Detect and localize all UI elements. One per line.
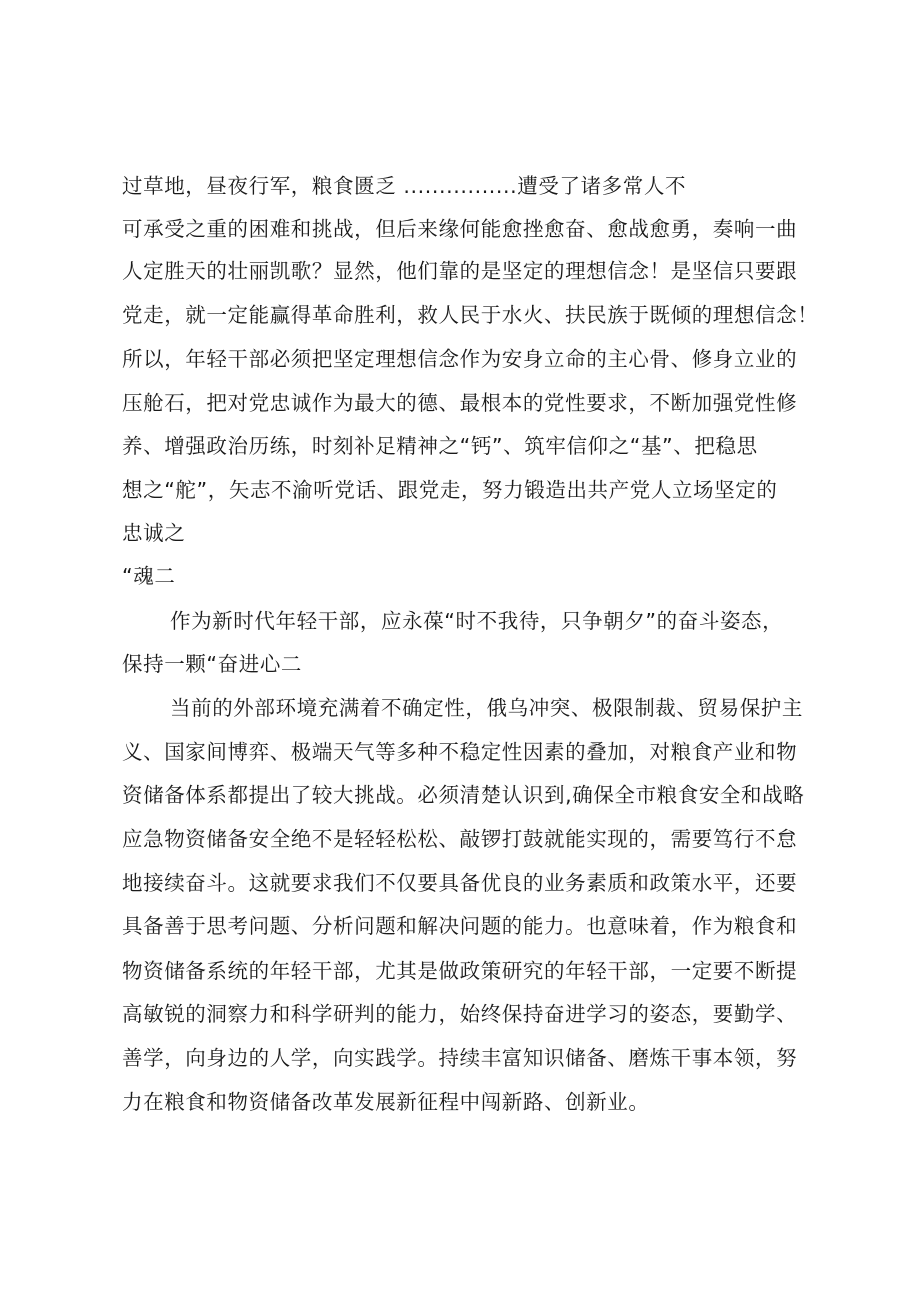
text-line-3: 人定胜天的壮丽凯歌？显然，他们靠的是坚定的理想信念！是坚信只要跟	[122, 259, 798, 283]
text-line-20: 高敏锐的洞察力和科学研判的能力，始终保持奋进学习的姿态，要勤学、	[122, 1002, 798, 1026]
text-line-16: 应急物资储备安全绝不是轻轻松松、敲锣打鼓就能实现的，需要笃行不怠	[122, 827, 798, 851]
text-line-7: 养、增强政治历练，时刻补足精神之“钙”、筑牢信仰之“基”、把稳思	[122, 434, 758, 458]
text-line-5: 所以，年轻干部必须把坚定理想信念作为安身立命的主心骨、修身立业的	[122, 347, 798, 371]
text-line-9: 忠诚之	[122, 521, 186, 545]
text-line-19: 物资储备系统的年轻干部，尤其是做政策研究的年轻干部，一定要不断提	[122, 959, 798, 983]
paragraph-start-line: 作为新时代年轻干部，应永葆“时不我待，只争朝夕”的奋斗姿态，	[170, 609, 784, 633]
text-line-4: 党走，就一定能赢得革命胜利，救人民于水火、扶民族于既倾的理想信念！	[122, 303, 819, 327]
text-line-15: 资储备体系都提出了较大挑战。必须清楚认识到,确保全市粮食安全和战略	[122, 783, 805, 807]
text-line-21: 善学，向身边的人学，向实践学。持续丰富知识储备、磨炼干事本领，努	[122, 1046, 798, 1070]
text-line-1: 过草地，昼夜行军，粮食匮乏 ................遭受了诸多常人不	[122, 174, 687, 198]
text-line-17: 地接续奋斗。这就要求我们不仅要具备优良的业务素质和政策水平，还要	[122, 871, 798, 895]
text-line-12: 保持一颗“奋进心二	[122, 652, 303, 676]
text-line-6: 压舱石，把对党忠诚作为最大的德、最根本的党性要求，不断加强党性修	[122, 391, 798, 415]
text-line-14: 义、国家间博弈、极端天气等多种不稳定性因素的叠加，对粮食产业和物	[122, 740, 798, 764]
text-line-22: 力在粮食和物资储备改革发展新征程中闯新路、创新业。	[122, 1090, 650, 1114]
text-line-10: “魂二	[122, 564, 176, 588]
text-line-18: 具备善于思考问题、分析问题和解决问题的能力。也意味着，作为粮食和	[122, 914, 798, 938]
text-line-2: 可承受之重的困难和挑战，但后来缘何能愈挫愈奋、愈战愈勇，奏响一曲	[122, 217, 798, 241]
paragraph-start-line: 当前的外部环境充满着不确定性，俄乌冲突、极限制裁、贸易保护主	[170, 696, 803, 720]
text-line-8: 想之“舵”，矢志不渝听党话、跟党走，努力锻造出共产党人立场坚定的	[122, 478, 778, 502]
